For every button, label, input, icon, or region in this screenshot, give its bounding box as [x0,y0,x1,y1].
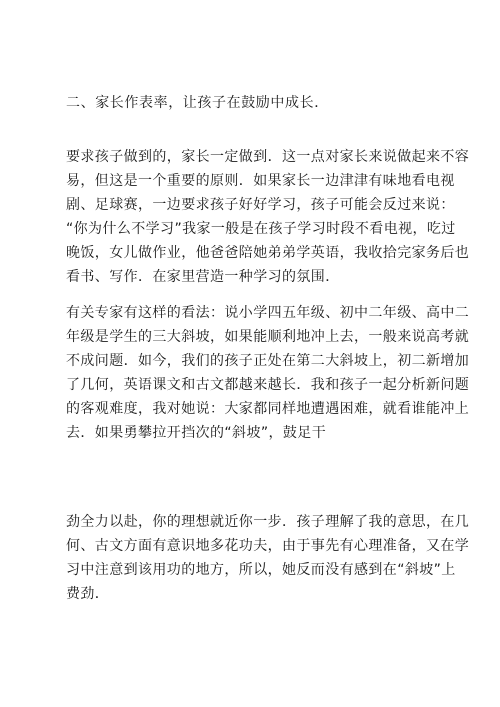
paragraph-line: 习中注意到该用功的地方，所以，她反而没有感到在“斜坡”上 [66,562,456,578]
paragraph-line: 费劲． [66,586,110,602]
paragraph-line: 去．如果勇攀拉开挡次的“斜坡”，鼓足干 [66,425,327,441]
paragraph-line: 了几何，英语课文和古文都越来越长．我和孩子一起分析新问题 [66,377,470,393]
paragraph-3 [66,510,470,606]
paragraph-line: 易，但这是一个重要的原则．如果家长一边津津有味地看电视 [66,173,455,189]
paragraph-line: 有关专家有这样的看法：说小学四五年级、初中二年级、高中二 [66,305,470,321]
paragraph-line: 的客观难度，我对她说：大家都同样地遭遇困难，就看谁能冲上 [66,401,470,417]
paragraph-line: 不成问题．如今，我们的孩子正处在第二大斜坡上，初二新增加 [66,353,470,369]
section-heading: 二、家长作表率，让孩子在鼓励中成长． [66,95,329,111]
paragraph-line: 劲全力以赴，你的理想就近你一步．孩子理解了我的意思，在几 [66,514,470,530]
paragraph-line: 何、古文方面有意识地多花功夫，由于事先有心理准备，又在学 [66,538,470,554]
paragraph-line: 要求孩子做到的，家长一定做到．这一点对家长来说做起来不容 [66,149,470,165]
paragraph-line: 晚饭，女儿做作业，他爸爸陪她弟弟学英语，我收拾完家务后也 [66,245,470,261]
paragraph-line: 看书、写作．在家里营造一种学习的氛围． [66,269,340,285]
paragraph-1 [66,145,470,289]
paragraph-line: 剧、足球赛，一边要求孩子好好学习，孩子可能会反过来说： [66,197,455,213]
paragraph-2 [66,301,470,445]
paragraph-line: 年级是学生的三大斜坡，如果能顺利地冲上去，一般来说高考就 [66,329,470,345]
paragraph-line: “你为什么不学习”我家一般是在孩子学习时段不看电视，吃过 [66,221,456,237]
